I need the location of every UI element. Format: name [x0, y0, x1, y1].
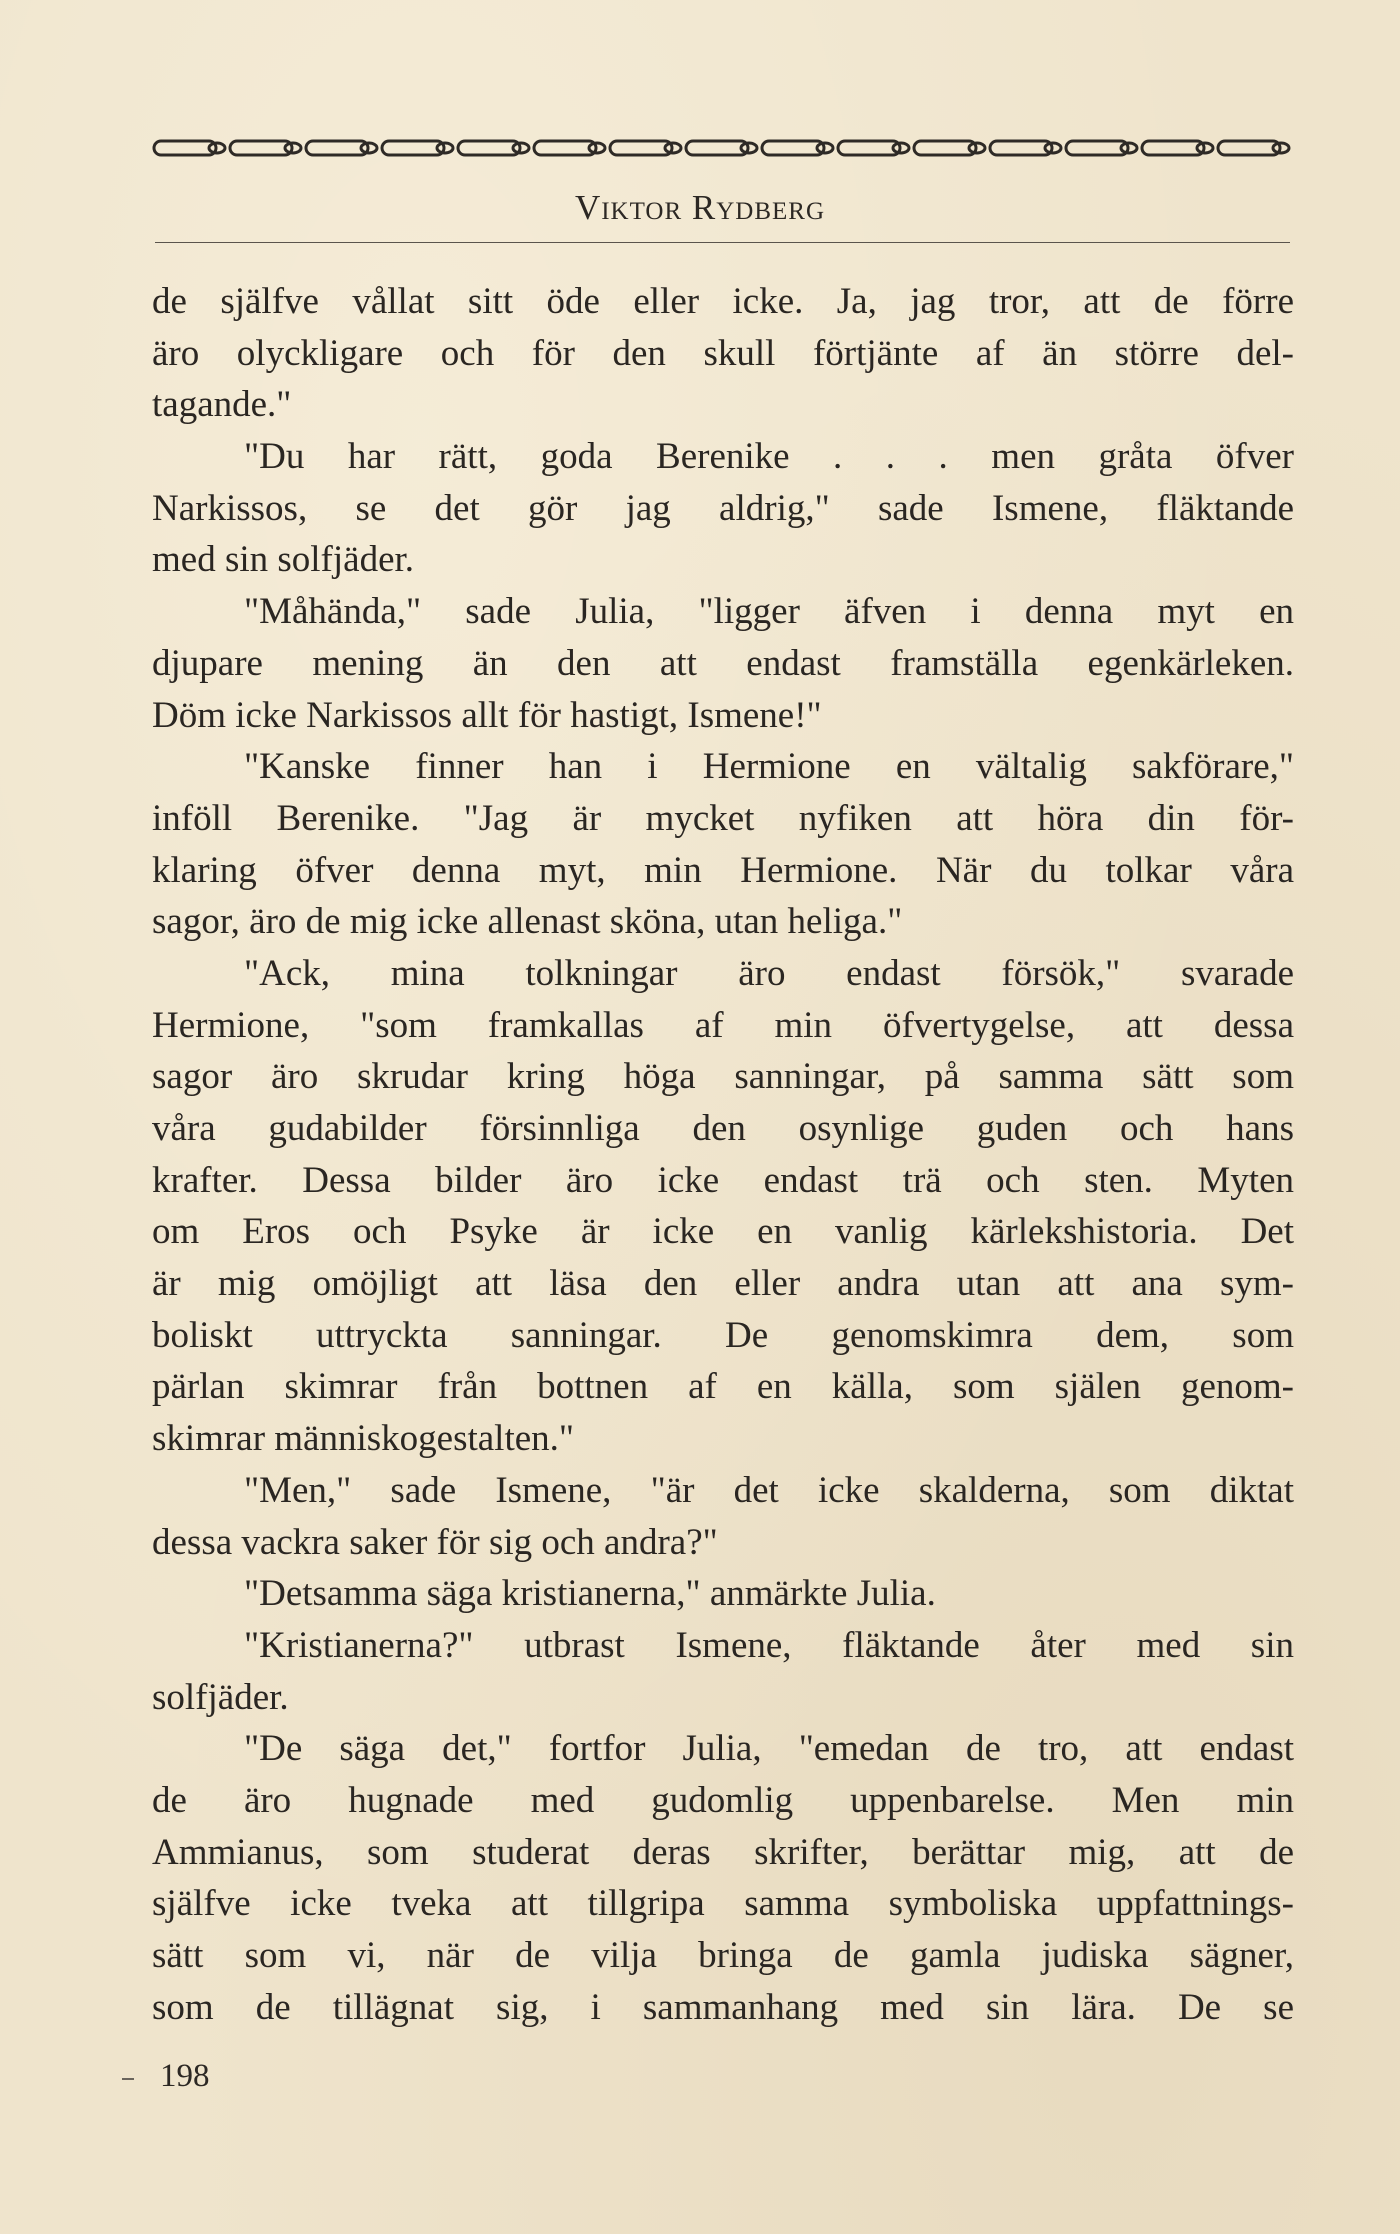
chain-link	[914, 141, 976, 155]
text-line: "Måhända," sade Julia, "ligger äfven i denna myt en	[244, 591, 1294, 633]
chain-link	[382, 141, 444, 155]
text-line: våra gudabilder försinnliga den osynlige guden och hans	[152, 1108, 1294, 1149]
text-line: är mig omöjligt att läsa den eller andra utan att ana sym-	[152, 1263, 1294, 1305]
text-line: Narkissos, se det gör jag aldrig," sade Ismene, fläktande	[152, 487, 1294, 529]
text-line: skimrar människogestalten."	[152, 1418, 575, 1460]
chain-link	[610, 141, 672, 155]
text-line: Hermione, "som framkallas af min öfvertygelse, att dessa	[152, 1004, 1294, 1046]
running-head-title: Viktor Rydberg	[574, 188, 826, 227]
text-line: äro olyckligare och för den skull förtjänte af än större del-	[152, 332, 1294, 374]
text-line: Döm icke Narkissos allt för hastigt, Ismene!"	[152, 694, 822, 736]
text-line: solfjäder.	[152, 1676, 289, 1718]
chain-link	[230, 141, 292, 155]
chain-link	[1066, 141, 1128, 155]
text-line: de äro hugnade med gudomlig uppenbarelse. Men min	[152, 1779, 1294, 1821]
chain-link	[838, 141, 900, 155]
chain-link	[1218, 141, 1280, 155]
text-line: med sin solfjäder.	[152, 539, 415, 581]
header-rule	[155, 242, 1290, 243]
text-line: "De säga det," fortfor Julia, "emedan de tro, att endast	[244, 1728, 1294, 1770]
chain-link	[306, 141, 368, 155]
text-line: inföll Berenike. "Jag är mycket nyfiken att höra din för-	[152, 797, 1294, 839]
text-line: "Ack, mina tolkningar äro endast försök," svarade	[244, 952, 1294, 994]
chain-link	[686, 141, 748, 155]
text-line: sagor, äro de mig icke allenast sköna, utan heliga."	[152, 901, 903, 943]
text-line: de själfve vållat sitt öde eller icke. Ja, jag tror, att de förre	[152, 281, 1294, 322]
text-line: krafter. Dessa bilder äro icke endast trä och sten. Myten	[152, 1159, 1294, 1201]
text-line: "Detsamma säga kristianerna," anmärkte Julia.	[244, 1573, 936, 1615]
chain-ornament-band	[152, 137, 1292, 159]
text-line: "Men," sade Ismene, "är det icke skalderna, som diktat	[244, 1469, 1294, 1511]
chain-link	[990, 141, 1052, 155]
page-number: 198	[160, 2058, 210, 2094]
chain-link	[154, 141, 216, 155]
chain-link	[1142, 141, 1204, 155]
text-line: "Kanske finner han i Hermione en vältalig sakförare,"	[244, 746, 1294, 788]
text-line: Ammianus, som studerat deras skrifter, berättar mig, att de	[152, 1831, 1294, 1873]
text-line: som de tillägnat sig, i sammanhang med sin lära. De se	[152, 1986, 1294, 2028]
text-line: djupare mening än den att endast framställa egenkärleken.	[152, 642, 1294, 684]
chain-link	[762, 141, 824, 155]
chain-link	[534, 141, 596, 155]
text-line: "Kristianerna?" utbrast Ismene, fläktande åter med sin	[244, 1624, 1294, 1666]
text-line: själfve icke tveka att tillgripa samma symboliska uppfattnings-	[152, 1883, 1294, 1925]
text-line: dessa vackra saker för sig och andra?"	[152, 1521, 718, 1563]
text-line: sagor äro skrudar kring höga sanningar, på samma sätt som	[152, 1056, 1294, 1098]
text-line: pärlan skimrar från bottnen af en källa, som själen genom-	[152, 1366, 1294, 1408]
text-line: tagande."	[152, 384, 292, 426]
text-line: "Du har rätt, goda Berenike . . . men gråta öfver	[244, 436, 1294, 478]
text-line: sätt som vi, när de vilja bringa de gamla judiska sägner,	[152, 1935, 1294, 1976]
folio-dash	[122, 2078, 134, 2080]
chain-link	[458, 141, 520, 155]
page-body-text	[152, 276, 1294, 2033]
text-line: boliskt uttryckta sanningar. De genomskimra dem, som	[152, 1314, 1294, 1356]
text-line: klaring öfver denna myt, min Hermione. När du tolkar våra	[152, 849, 1294, 891]
text-line: om Eros och Psyke är icke en vanlig kärlekshistoria. Det	[152, 1211, 1294, 1253]
